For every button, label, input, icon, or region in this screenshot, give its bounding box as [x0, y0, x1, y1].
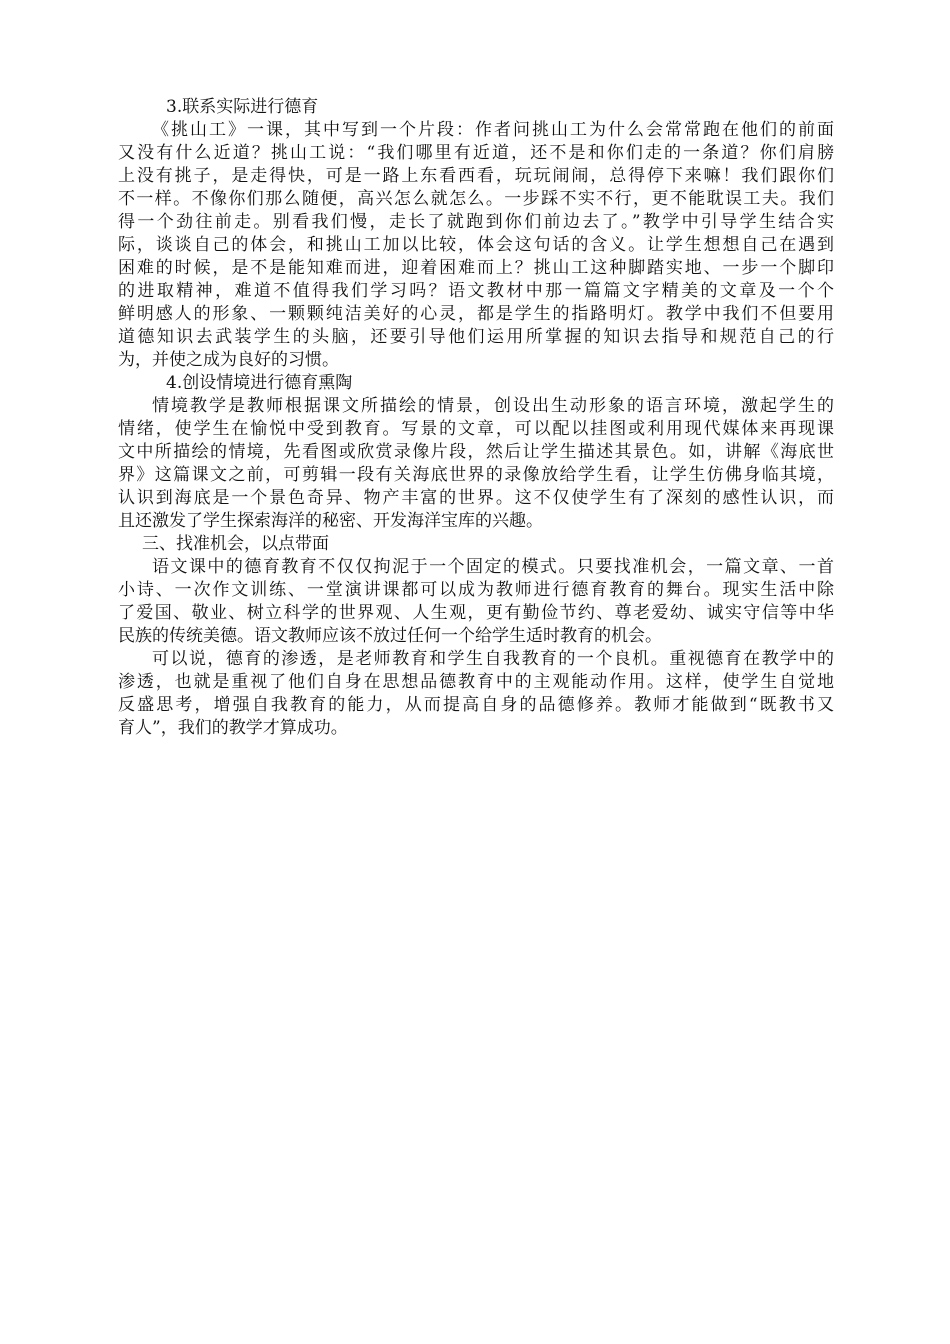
paragraph-line: 认识到海底是一个景色奇异、物产丰富的世界。这不仅使学生有了深刻的感性认识，而 [118, 488, 834, 508]
paragraph-line: 的进取精神，难道不值得我们学习吗？语文教材中那一篇篇文字精美的文章及一个个 [118, 281, 834, 301]
paragraph-line: 且还激发了学生探索海洋的秘密、开发海洋宝库的兴趣。 [118, 511, 543, 531]
paragraph-line: 文中所描绘的情境，先看图或欣赏录像片段，然后让学生描述其景色。如，讲解《海底世 [118, 442, 834, 462]
paragraph [118, 556, 834, 648]
paragraph-line: 民族的传统美德。语文教师应该不放过任何一个给学生适时教育的机会。 [118, 626, 662, 646]
paragraph-line: 又没有什么近道？挑山工说：“我们哪里有近道，还不是和你们走的一条道？你们肩膀 [118, 143, 834, 163]
paragraph-line: 《挑山工》一课，其中写到一个片段：作者问挑山工为什么会常常跑在他们的前面 [152, 120, 834, 140]
paragraph-line: 际，谈谈自己的体会，和挑山工加以比较，体会这句话的含义。让学生想想自己在遇到 [118, 235, 834, 255]
paragraph-line: 情绪，使学生在愉悦中受到教育。写景的文章，可以配以挂图或利用现代媒体来再现课 [118, 419, 834, 439]
paragraph-line: 道德知识去武装学生的头脑，还要引导他们运用所掌握的知识去指导和规范自己的行 [118, 327, 834, 347]
subsection-heading: 4.创设情境进行德育熏陶 [166, 373, 353, 393]
paragraph-line: 得一个劲往前走。别看我们慢，走长了就跑到你们前边去了。”教学中引导学生结合实 [118, 212, 834, 232]
paragraph [118, 119, 834, 372]
paragraph-line: 为，并使之成为良好的习惯。 [118, 350, 339, 370]
paragraph-line: 不一样。不像你们那么随便，高兴怎么就怎么。一步踩不实不行，更不能耽误工夫。我们 [118, 189, 834, 209]
section-heading: 三、找准机会，以点带面 [142, 534, 329, 554]
paragraph-line: 情境教学是教师根据课文所描绘的情景，创设出生动形象的语言环境，激起学生的 [152, 396, 834, 416]
paragraph-line: 上没有挑子，是走得快，可是一路上东看西看，玩玩闹闹，总得停下来嘛！我们跟你们 [118, 166, 834, 186]
paragraph-line: 小诗、一次作文训练、一堂演讲课都可以成为教师进行德育教育的舞台。现实生活中除 [118, 580, 834, 600]
paragraph-line: 鲜明感人的形象、一颗颗纯洁美好的心灵，都是学生的指路明灯。教学中我们不但要用 [118, 304, 834, 324]
paragraph-line: 困难的时候，是不是能知难而进，迎着困难而上？挑山工这种脚踏实地、一步一个脚印 [118, 258, 834, 278]
paragraph-line: 界》这篇课文之前，可剪辑一段有关海底世界的录像放给学生看，让学生仿佛身临其境， [118, 465, 834, 485]
paragraph-line: 了爱国、敬业、树立科学的世界观、人生观，更有勤俭节约、尊老爱幼、诚实守信等中华 [118, 603, 834, 623]
paragraph-line: 反盛思考，增强自我教育的能力，从而提高自身的品德修养。教师才能做到“既教书又 [118, 695, 834, 715]
subsection-heading: 3.联系实际进行德育 [166, 97, 319, 117]
paragraph [118, 648, 834, 740]
paragraph-line: 可以说，德育的渗透，是老师教育和学生自我教育的一个良机。重视德育在教学中的 [152, 649, 834, 669]
paragraph-line: 语文课中的德育教育不仅仅拘泥于一个固定的模式。只要找准机会，一篇文章、一首 [152, 557, 834, 577]
paragraph [118, 395, 834, 533]
paragraph-line: 渗透，也就是重视了他们自身在思想品德教育中的主观能动作用。这样，使学生自觉地 [118, 672, 834, 692]
document-body [118, 96, 834, 740]
paragraph-line: 育人”，我们的教学才算成功。 [118, 718, 348, 738]
